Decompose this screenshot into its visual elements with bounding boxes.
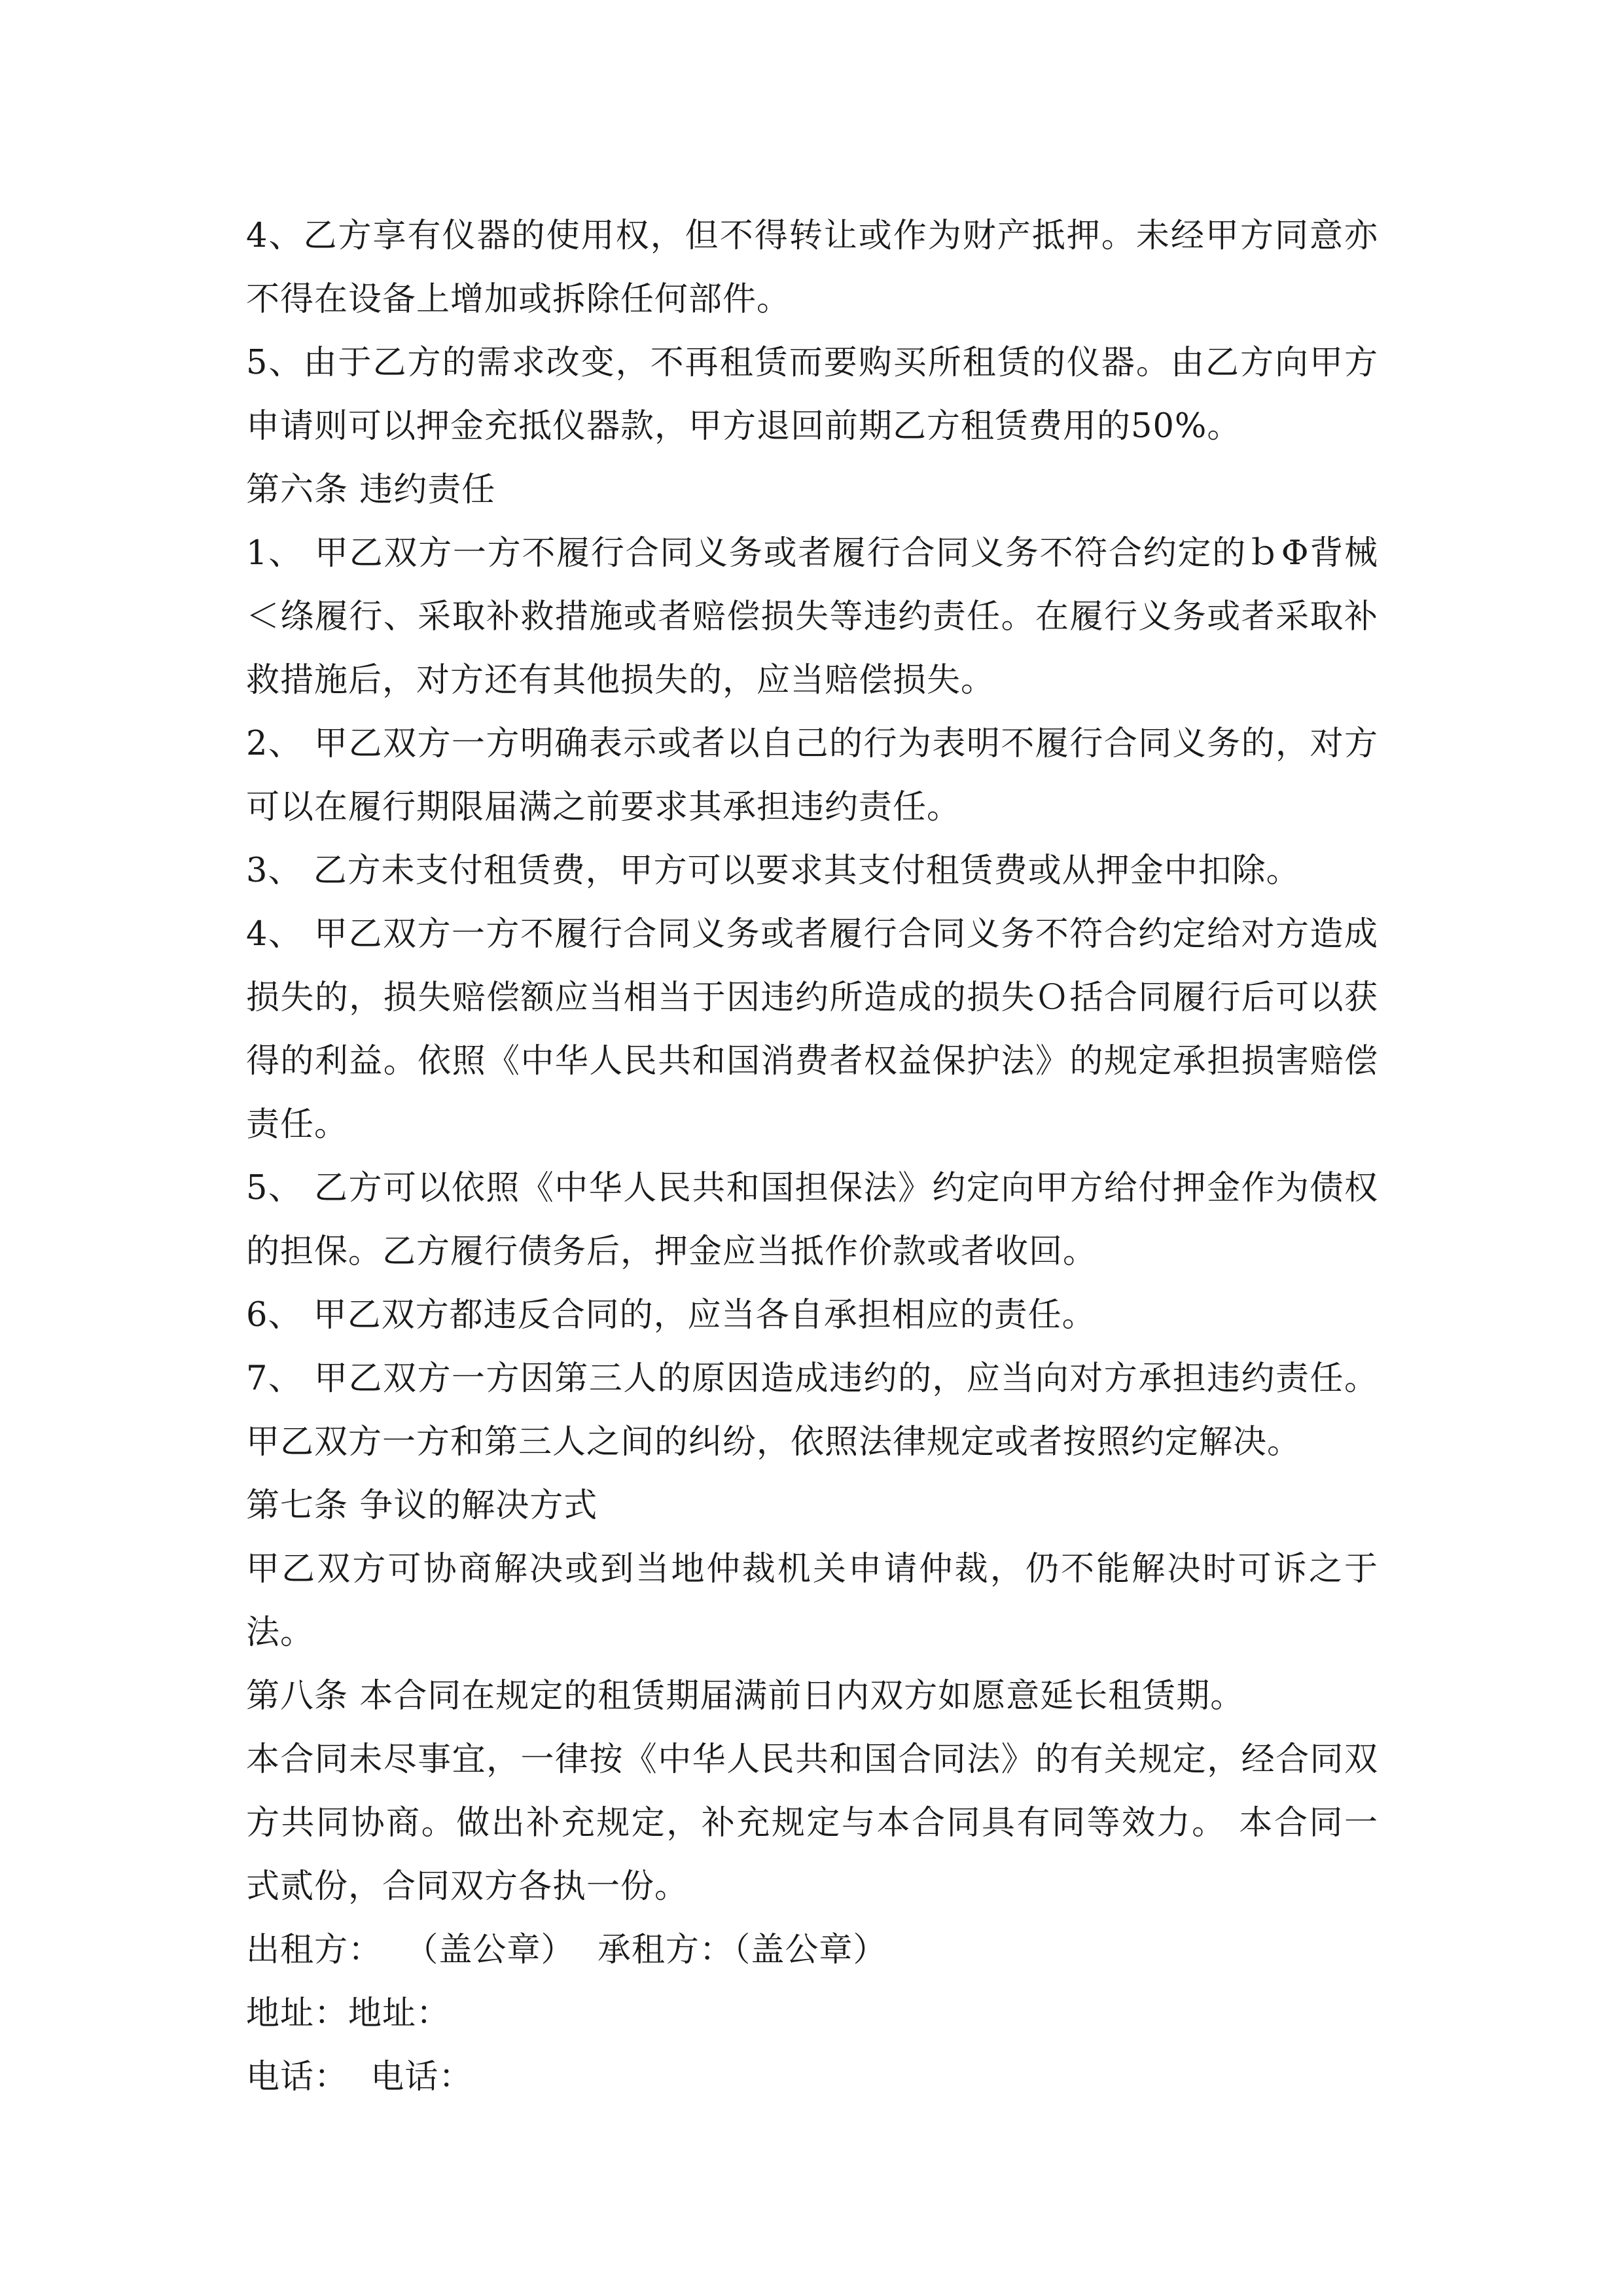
article-7-heading: 第七条 争议的解决方式 bbox=[246, 1486, 598, 1525]
clause-5-item-5: 5、由于乙方的需求改变，不再租赁而要购买所租赁的仪器。由乙方向甲方申请则可以押金充抵仪器款，甲方退回前期乙方租赁费用的50%。 bbox=[246, 344, 1378, 446]
clause-6-item-4: 4、 甲乙双方一方不履行合同义务或者履行合同义务不符合约定给对方造成损失的，损失赔偿额应当相当于因违约所造成的损失Ｏ括合同履行后可以获得的利益。依照《中华人民共和国消费者权益保护法》的规定承担损害赔偿责任。 bbox=[246, 915, 1378, 1144]
closing-paragraph: 本合同未尽事宜，一律按《中华人民共和国合同法》的有关规定，经合同双方共同协商。做出补充规定，补充规定与本合同具有同等效力。 本合同一式贰份，合同双方各执一份。 bbox=[246, 1740, 1378, 1906]
clause-6-item-1: 1、 甲乙双方一方不履行合同义务或者履行合同义务不符合约定的ｂΦ背械＜绦履行、采取补救措施或者赔偿损失等违约责任。在履行义务或者采取补救措施后，对方还有其他损失的，应当赔偿损失。 bbox=[246, 534, 1378, 700]
clause-6-item-3: 3、 乙方未支付租赁费，甲方可以要求其支付租赁费或从押金中扣除。 bbox=[246, 852, 1300, 890]
clause-6-item-6: 6、 甲乙双方都违反合同的，应当各自承担相应的责任。 bbox=[246, 1296, 1096, 1335]
signature-phone-line: 电话： 电话： bbox=[246, 2058, 473, 2096]
signature-lessor-line: 出租方： （盖公章） 承租方：（盖公章） bbox=[246, 1931, 887, 1969]
signature-address-line: 地址：地址： bbox=[246, 1994, 451, 2033]
clause-5-item-4: 4、乙方享有仪器的使用权，但不得转让或作为财产抵押。未经甲方同意亦不得在设备上增加或拆除任何部件。 bbox=[246, 217, 1378, 319]
article-8-heading: 第八条 本合同在规定的租赁期届满前日内双方如愿意延长租赁期。 bbox=[246, 1677, 1245, 1715]
clause-6-item-5: 5、 乙方可以依照《中华人民共和国担保法》约定向甲方给付押金作为债权的担保。乙方履行债务后，押金应当抵作价款或者收回。 bbox=[246, 1169, 1378, 1271]
document-body bbox=[246, 204, 1378, 2109]
clause-6-item-7: 7、 甲乙双方一方因第三人的原因造成违约的，应当向对方承担违约责任。甲乙双方一方和第三人之间的纠纷，依照法律规定或者按照约定解决。 bbox=[246, 1359, 1378, 1462]
clause-6-item-2: 2、 甲乙双方一方明确表示或者以自己的行为表明不履行合同义务的，对方可以在履行期限届满之前要求其承担违约责任。 bbox=[246, 725, 1378, 827]
article-7-body: 甲乙双方可协商解决或到当地仲裁机关申请仲裁，仍不能解决时可诉之于法。 bbox=[246, 1550, 1378, 1652]
article-6-heading: 第六条 违约责任 bbox=[246, 471, 496, 509]
